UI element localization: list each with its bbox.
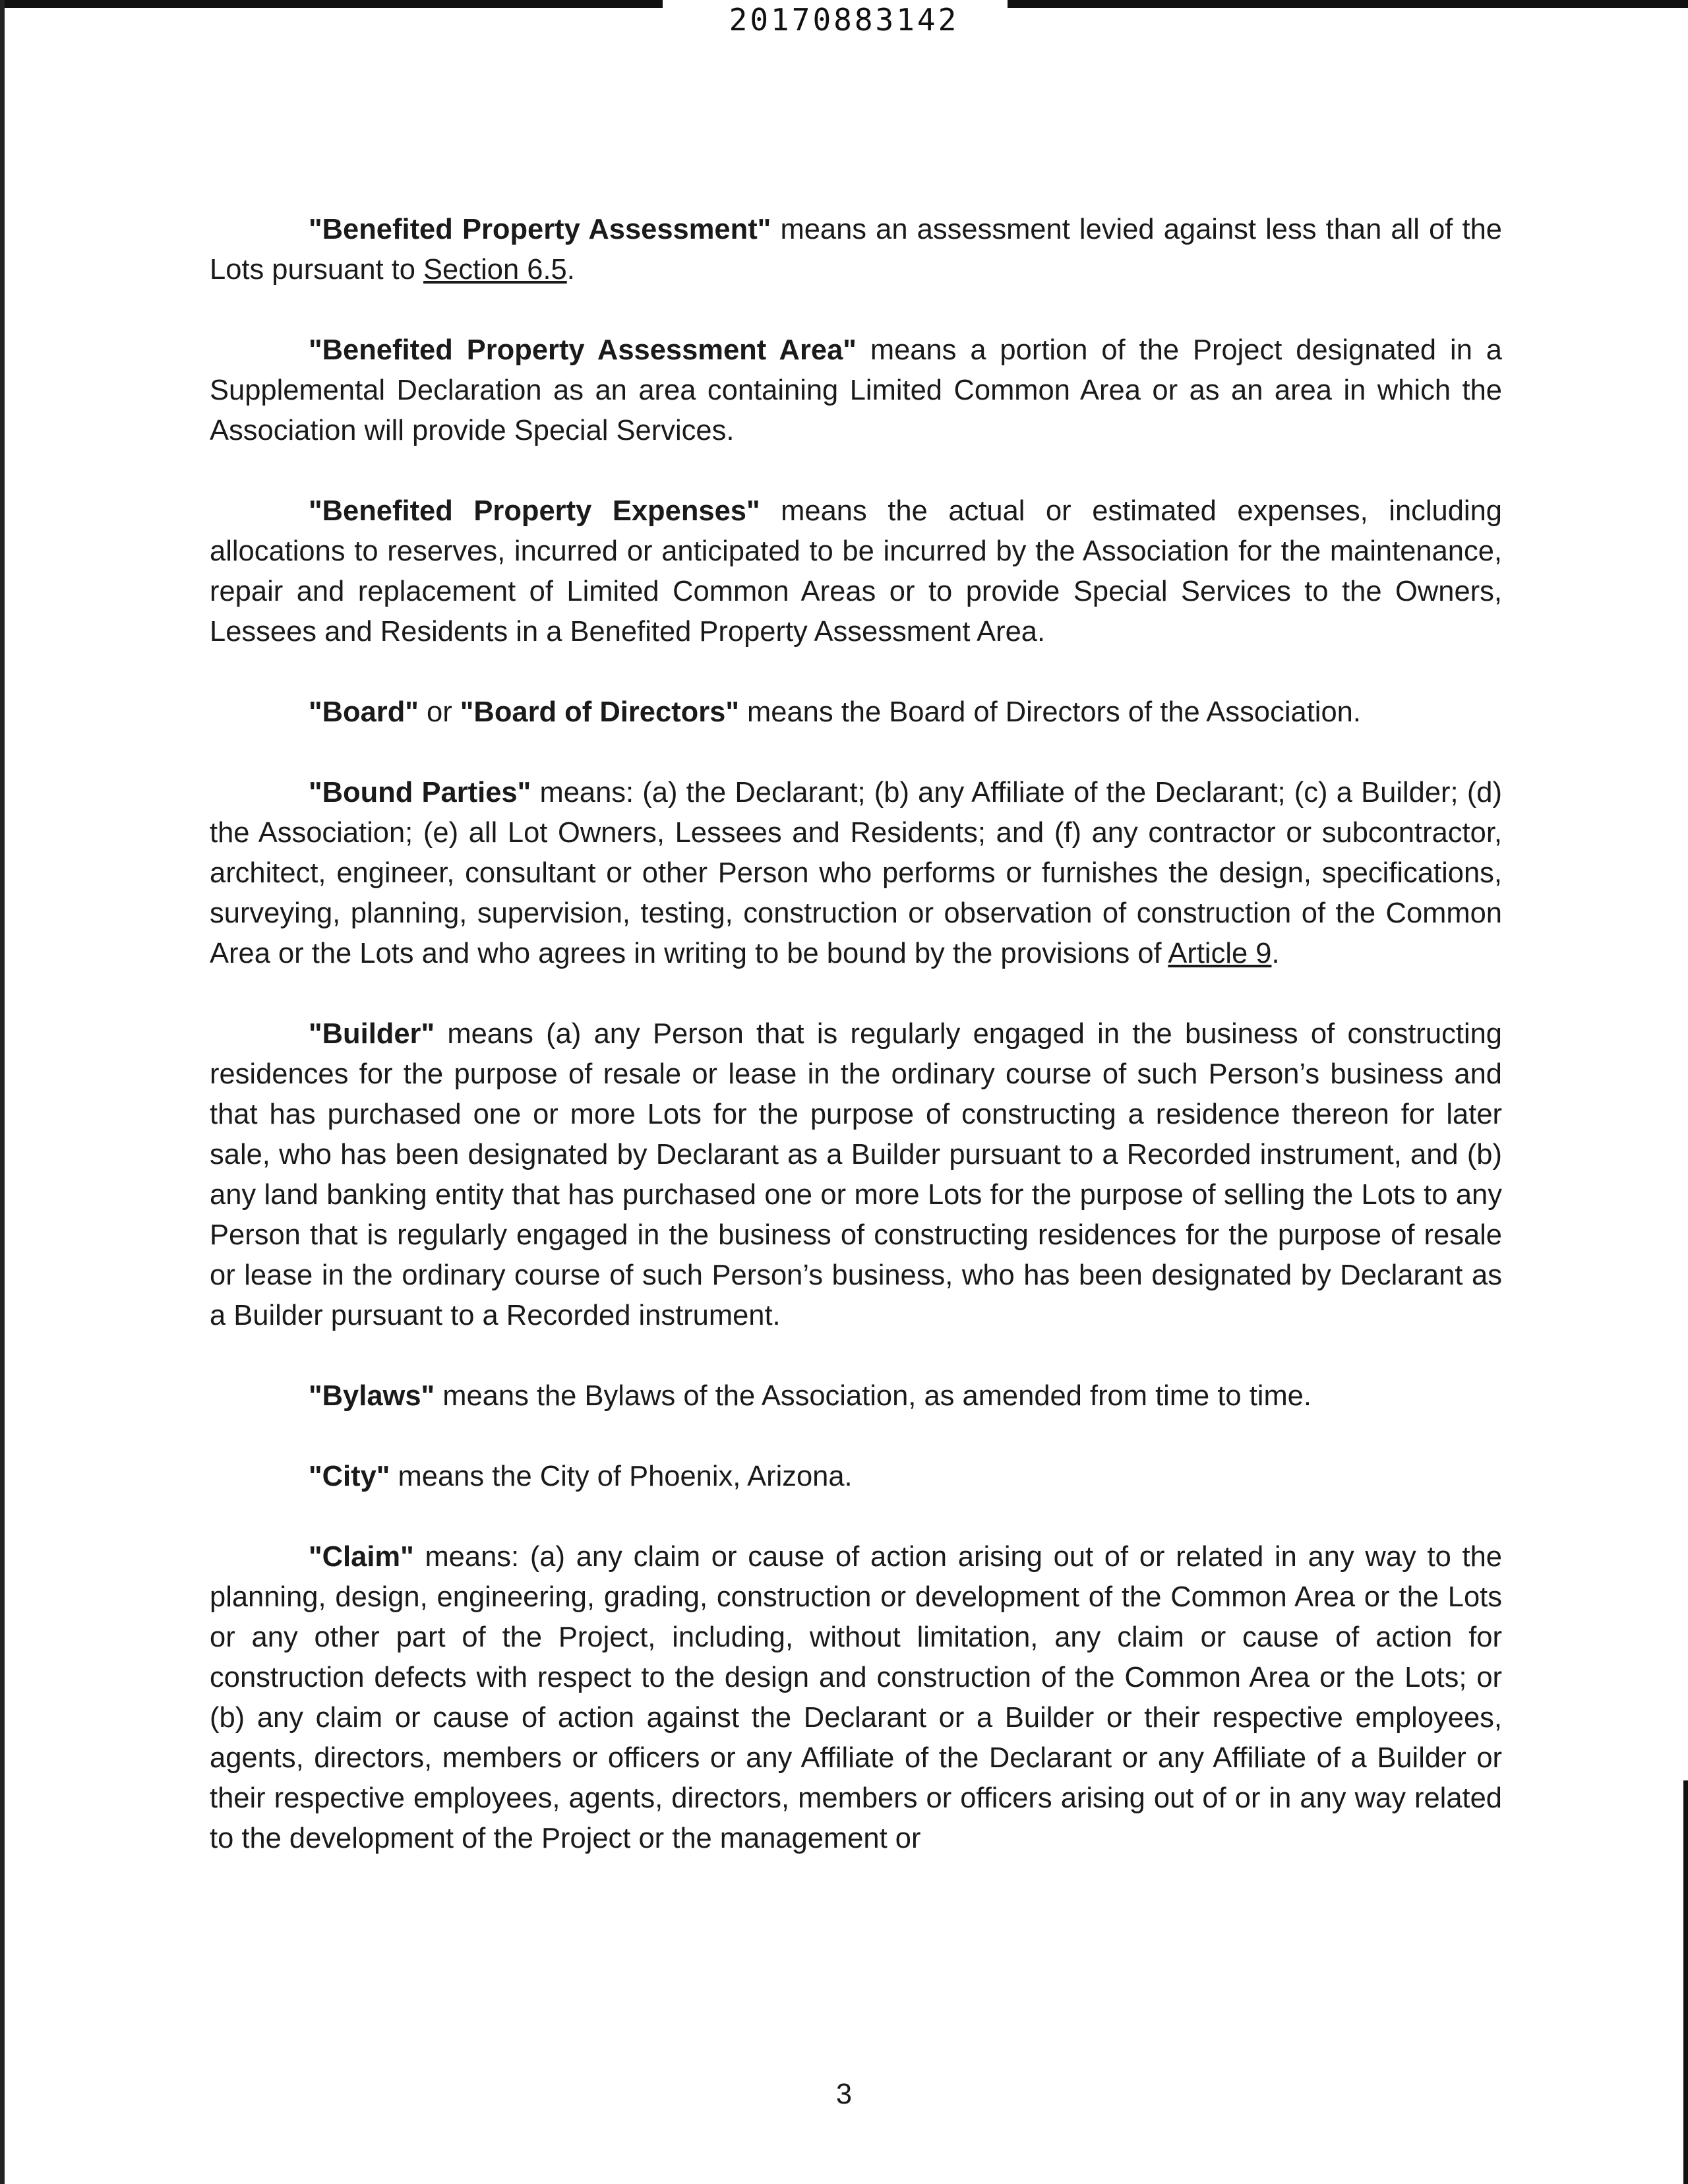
definition-term: "Builder" (309, 1018, 435, 1050)
definition-text: means the Bylaws of the Association, as amended from time to time. (435, 1380, 1311, 1412)
page-number: 3 (835, 2078, 853, 2110)
definition-text: means an assessment levied against less than all of the Lots pursuant to (210, 214, 1502, 286)
definition-term-alternate: "Board of Directors" (460, 696, 739, 728)
definition-text: means the City of Phoenix, Arizona. (390, 1461, 853, 1492)
definition-bylaws (210, 1376, 1502, 1416)
section-reference-link: Section 6.5 (423, 254, 567, 286)
definition-text: means a portion of the Project designated in a Supplemental Declaration as an area containing Limited Common Area or as an area in which the Association will provide Special Services. (210, 334, 1502, 446)
definition-term: "Bound Parties" (309, 777, 531, 808)
definition-term: "Benefited Property Assessment" (309, 214, 771, 245)
definition-city (210, 1457, 1502, 1497)
definition-term: "Bylaws" (309, 1380, 435, 1412)
definition-claim (210, 1537, 1502, 1859)
definition-text-end: . (1271, 938, 1280, 969)
definition-term: "Benefited Property Expenses" (309, 495, 760, 527)
definition-board (210, 692, 1502, 733)
definition-bound-parties (210, 773, 1502, 974)
definition-term: "City" (309, 1461, 390, 1492)
definition-connector: or (418, 696, 460, 728)
definition-term: "Claim" (309, 1541, 414, 1573)
definition-text-end: . (566, 254, 575, 286)
definition-text: means: (a) any claim or cause of action arising out of or related in any way to the planning, design, engineering, grading, construction or development of the Common Area or the Lots or any other part of the Project, including, without limitation, any claim or cause of action for construction defects with respect to the design and construction of the Common Area or the Lots; or (b) any claim or cause of action against the Declarant or a Builder or their respective employees, agents, directors, members or officers or any Affiliate of the Declarant or any Affiliate of a Builder or their respective employees, agents, directors, members or officers arising out of or in any way related to the development of the Project or the management or (210, 1541, 1502, 1854)
definition-text: means the Board of Directors of the Association. (738, 696, 1361, 728)
definition-term: "Board" (309, 696, 419, 728)
scan-edge-left (0, 0, 5, 2184)
definition-text: means: (a) the Declarant; (b) any Affiliate of the Declarant; (c) a Builder; (d) the Association; (e) all Lot Owners, Lessees and Residents; and (f) any contractor or subcontractor, architect, engineer, consultant or other Person who performs or furnishes the design, specifications, surveying, planning, supervision, testing, construction or observation of construction of the Common Area or the Lots and who agrees in writing to be bound by the provisions of (210, 777, 1502, 969)
scan-edge-right (1683, 1780, 1688, 2184)
definition-builder (210, 1014, 1502, 1336)
definition-text: means (a) any Person that is regularly engaged in the business of constructing residences for the purpose of resale or lease in the ordinary course of such Person’s business and that has purchased one or more Lots for the purpose of constructing a residence thereon for later sale, who has been designated by Declarant as a Builder pursuant to a Recorded instrument, and (b) any land banking entity that has purchased one or more Lots for the purpose of selling the Lots to any Person that is regularly engaged in the business of constructing residences for the purpose of resale or lease in the ordinary course of such Person’s business, who has been designated by Declarant as a Builder pursuant to a Recorded instrument. (210, 1018, 1502, 1331)
definition-benefited-property-expenses (210, 491, 1502, 652)
article-reference-link: Article 9 (1168, 938, 1272, 969)
definition-text: means the actual or estimated expenses, including allocations to reserves, incurred or anticipated to be incurred by the Association for the maintenance, repair and replacement of Limited Common Areas or to provide Special Services to the Owners, Lessees and Residents in a Benefited Property Assessment Area. (210, 495, 1502, 648)
definitions-body (210, 210, 1502, 1899)
document-number: 20170883142 (729, 2, 959, 38)
definition-benefited-property-assessment-area (210, 330, 1502, 451)
definition-term: "Benefited Property Assessment Area" (309, 334, 857, 366)
definition-benefited-property-assessment (210, 210, 1502, 290)
